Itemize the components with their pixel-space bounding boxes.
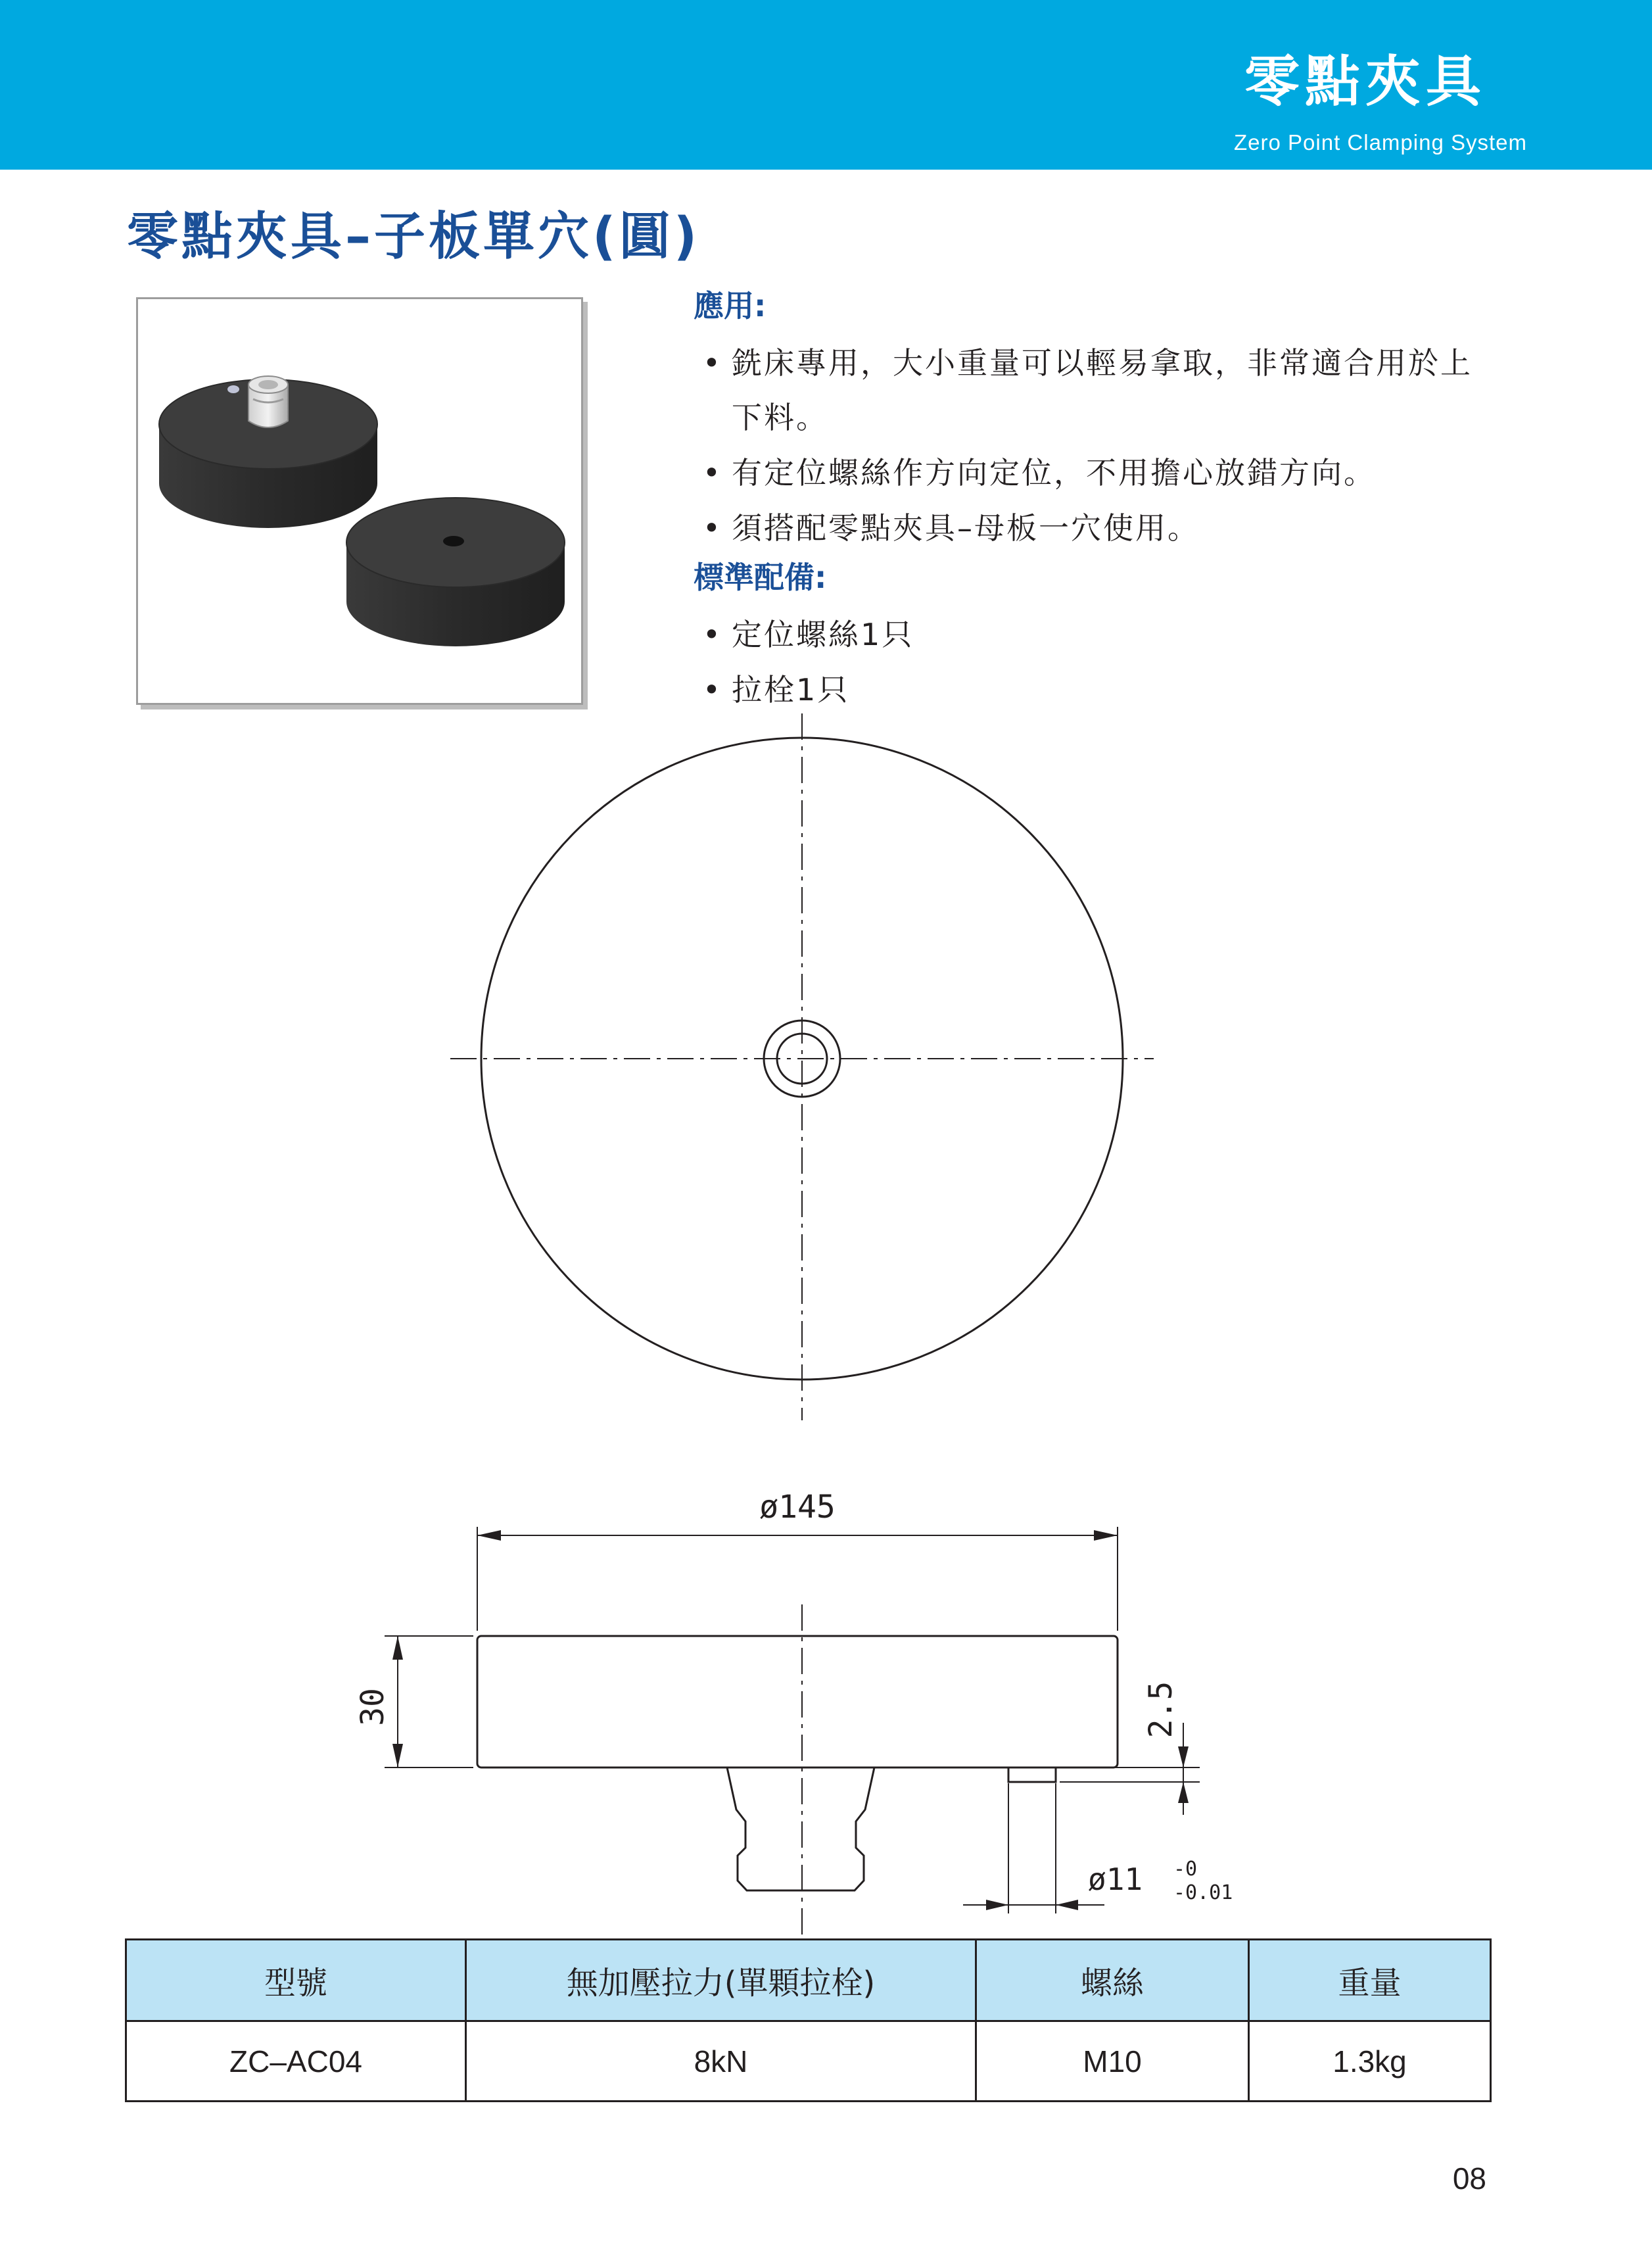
cell-pull-force: 8kN (466, 2021, 976, 2102)
application-bullet: • 須搭配零點夾具–母板一穴使用。 (702, 510, 1200, 546)
header-weight: 重量 (1249, 1940, 1491, 2021)
spec-table (125, 1938, 1492, 2102)
cell-model: ZC–AC04 (126, 2021, 466, 2102)
header-title: 零點夾具 (1244, 49, 1486, 114)
pull-stud (727, 1767, 874, 1890)
standard-heading: 標準配備: (694, 560, 827, 596)
tolerance-upper: -0 (1173, 1858, 1198, 1881)
cell-screw: M10 (976, 2021, 1249, 2102)
standard-bullet: • 定位螺絲1只 (702, 617, 914, 653)
header-screw: 螺絲 (976, 1940, 1249, 2021)
cell-weight: 1.3kg (1249, 2021, 1491, 2102)
locating-pin (1008, 1767, 1056, 1782)
standard-bullet: • 拉栓1只 (702, 671, 850, 708)
header-subtitle: Zero Point Clamping System (1234, 130, 1527, 155)
page-number: 08 (1452, 2161, 1486, 2196)
side-view-body (477, 1636, 1118, 1767)
application-bullet: • 有定位螺絲作方向定位，不用擔心放錯方向。 (702, 455, 1376, 491)
table-header-row (126, 1940, 1491, 2021)
tolerance-lower: -0.01 (1173, 1881, 1233, 1904)
application-bullet: • 銑床專用，大小重量可以輕易拿取，非常適合用於上下料。 (702, 345, 1473, 436)
table-row (126, 2021, 1491, 2102)
page-title: 零點夾具–子板單穴(圓) (127, 207, 701, 266)
application-heading: 應用: (694, 288, 767, 324)
header-pull-force: 無加壓拉力(單顆拉栓) (466, 1940, 976, 2021)
diameter-label: ø145 (759, 1489, 836, 1526)
step-label: 2.5 (1143, 1681, 1179, 1739)
pin-diameter-label: ø11 (1088, 1862, 1143, 1897)
height-label: 30 (354, 1688, 391, 1726)
header-model: 型號 (126, 1940, 466, 2021)
